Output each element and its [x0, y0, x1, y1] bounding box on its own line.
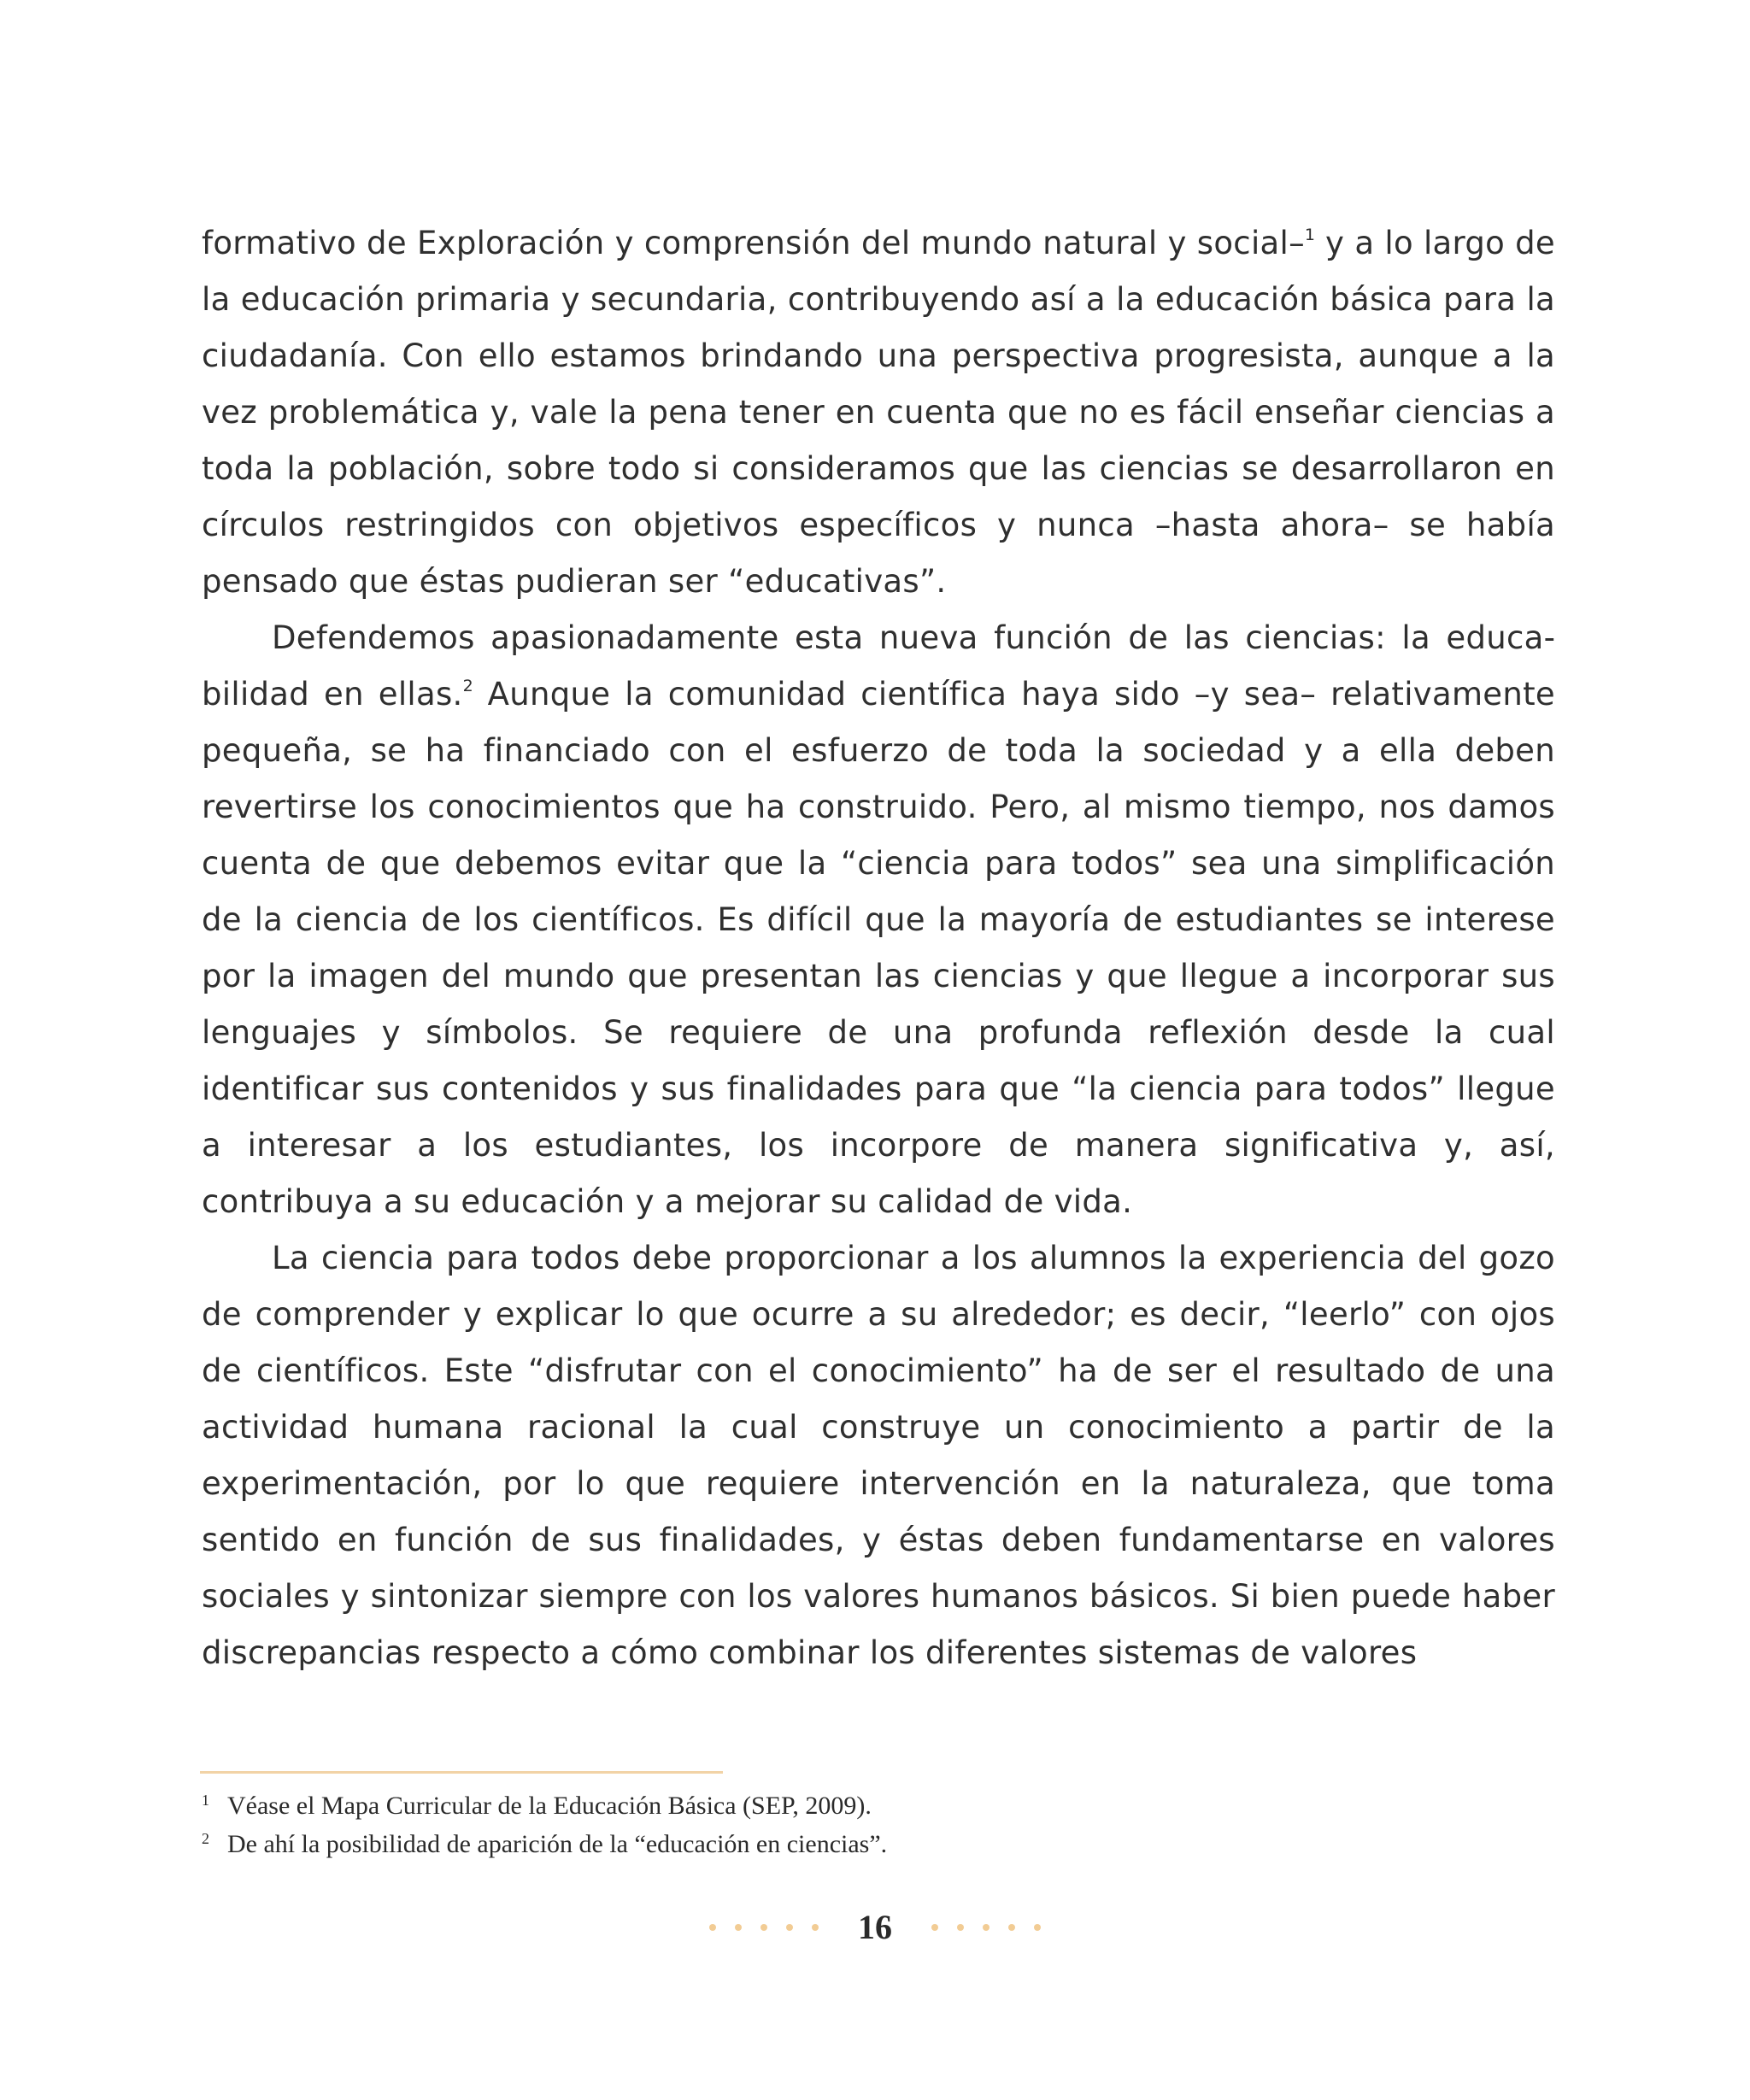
dot-ornament-icon — [786, 1924, 793, 1931]
paragraph-2 — [202, 610, 1555, 1230]
dot-ornament-icon — [957, 1924, 964, 1931]
paragraph-1-text-b: y a lo largo de la educación primaria y secundaria, contribuyendo así a la educación básica para la ciudadanía. Con ello estamos brindando una perspectiva progresista, aunque a la vez problemática y, vale la pena tener en cuenta que no es fácil enseñar ciencias a toda la población, sobre todo si consideramos que las ciencias se desarrollaron en círculos restringidos con objetivos específicos y nunca –hasta ahora– se había pensado que éstas pudieran ser “educativas”. — [202, 225, 1555, 600]
dot-ornament-icon — [1008, 1924, 1015, 1931]
dot-ornament-icon — [983, 1924, 990, 1931]
footnotes — [202, 1788, 1227, 1865]
dot-ornament-icon — [931, 1924, 938, 1931]
paragraph-2-text-a: Defendemos apasionadamente esta nueva función de las ciencias: la educabilidad en ellas. — [202, 619, 1555, 713]
paragraph-1-text-a: formativo de Exploración y comprensión del mundo natural y social– — [202, 225, 1305, 261]
footnote-number: 1 — [202, 1792, 209, 1809]
footnote-ref-2[interactable]: 2 — [462, 677, 473, 695]
body-text — [202, 215, 1555, 1681]
dot-ornament-icon — [735, 1924, 742, 1931]
footnote-text: Véase el Mapa Curricular de la Educación Básica (SEP, 2009). — [227, 1792, 872, 1820]
page-number: 16 — [858, 1908, 892, 1946]
footnote-ref-1[interactable]: 1 — [1304, 226, 1315, 244]
footnote-1 — [202, 1788, 1227, 1827]
folio-dots-left — [709, 1924, 819, 1931]
dot-ornament-icon — [760, 1924, 767, 1931]
paragraph-2-text-b: Aunque la comunidad científica haya sido –y sea– relativamente pequeña, se ha financiado con el esfuerzo de toda la sociedad y a ella deben revertirse los conocimientos que ha construido. Pero, al mismo tiempo, nos damos cuenta de que debemos evitar que la “ciencia para todos” sea una simplificación de la ciencia de los científicos. Es difícil que la mayoría de estudiantes se interese por la imagen del mundo que presentan las ciencias y que llegue a incorporar sus lenguajes y símbolos. Se requiere de una profunda reflexión desde la cual identificar sus contenidos y sus finalidades para que “la ciencia para todos” llegue a interesar a los estudiantes, los incorpore de manera significativa y, así, contribuya a su educación y a mejorar su calidad de vida. — [202, 676, 1555, 1220]
footnote-divider — [200, 1771, 723, 1774]
footnote-text: De ahí la posibilidad de aparición de la “educación en ciencias”. — [227, 1830, 888, 1858]
footnote-number: 2 — [202, 1830, 209, 1847]
dot-ornament-icon — [812, 1924, 819, 1931]
paragraph-1 — [202, 215, 1555, 610]
folio-dots-right — [931, 1924, 1041, 1931]
footnote-2 — [202, 1827, 1227, 1865]
dot-ornament-icon — [709, 1924, 716, 1931]
paragraph-3: La ciencia para todos debe proporcionar a los alumnos la experiencia del gozo de comprender y explicar lo que ocurre a su alrededor; es decir, “leerlo” con ojos de científicos. Este “disfrutar con el conocimiento” ha de ser el resultado de una actividad humana racional la cual construye un conocimiento a partir de la experimentación, por lo que requiere intervención en la naturaleza, que toma sentido en función de sus finalidades, y éstas deben fundamentarse en valores sociales y sintonizar siempre con los valores humanos básicos. Si bien puede haber discrepancias respecto a cómo combinar los diferentes sistemas de valores — [202, 1240, 1555, 1671]
page-folio — [0, 1907, 1750, 1948]
dot-ornament-icon — [1034, 1924, 1041, 1931]
